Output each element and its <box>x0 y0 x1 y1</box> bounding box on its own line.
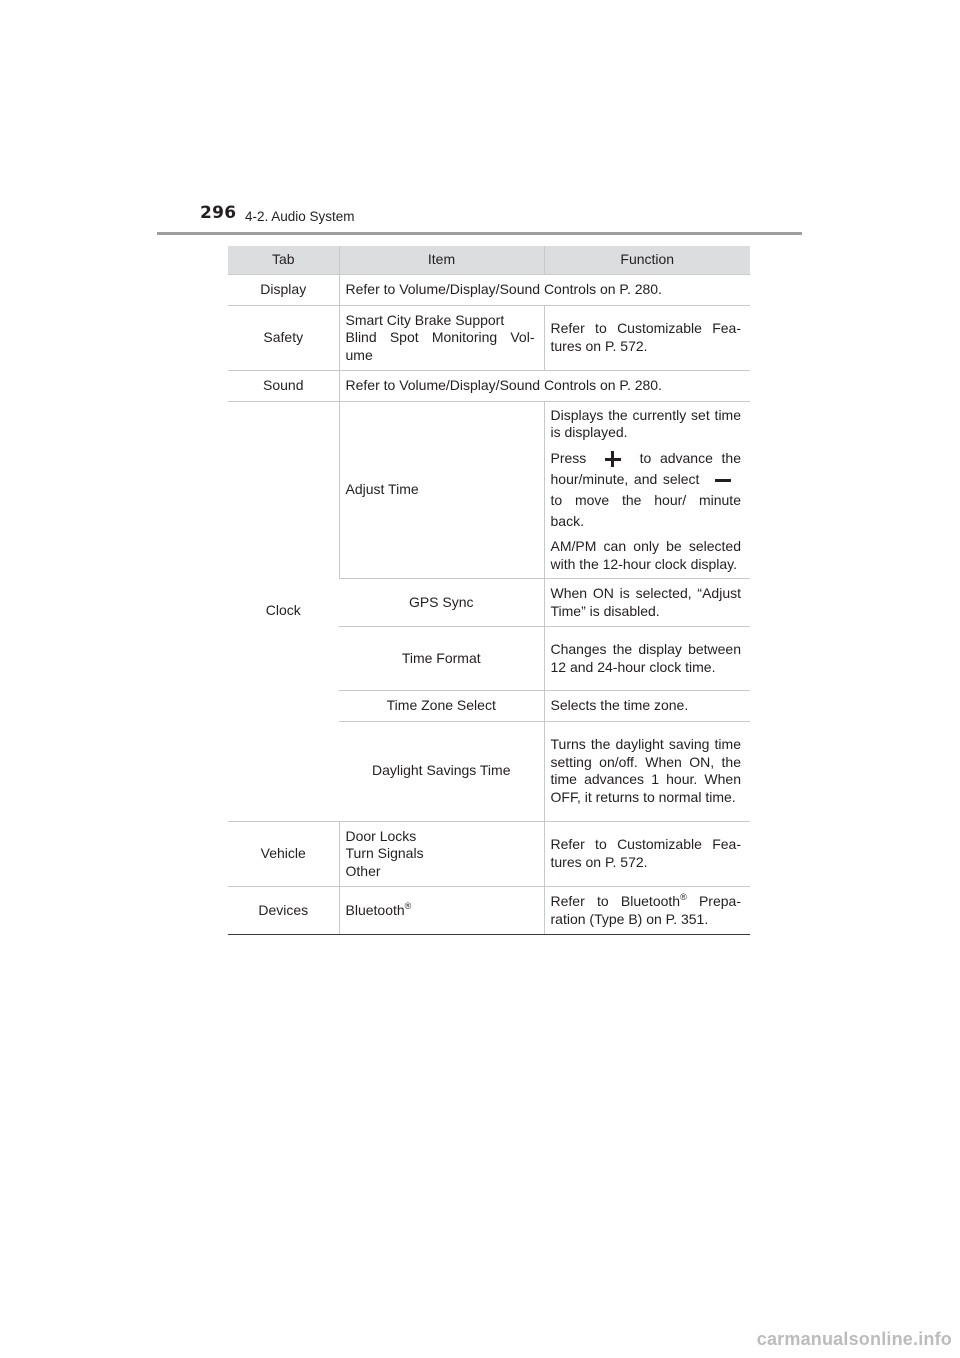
function-text: to move the hour/ minute back. <box>550 492 741 530</box>
item-cell: GPS Sync <box>339 579 544 627</box>
function-cell: Refer to Customizable Fea-tures on P. 572. <box>544 305 750 371</box>
sound-description: Refer to Volume/Display/Sound Controls on P. 280. <box>339 371 750 402</box>
item-line: Smart City Brake Support <box>345 311 505 328</box>
function-paragraph <box>551 448 742 533</box>
item-text: Bluetooth <box>345 901 405 918</box>
item-cell <box>339 305 544 371</box>
item-cell: Time Zone Select <box>339 691 544 722</box>
table-row-adjust-time <box>228 401 750 579</box>
header-rule <box>157 232 802 235</box>
item-cell <box>339 821 544 887</box>
table-header-row <box>228 246 750 275</box>
tab-cell: Devices <box>228 887 339 935</box>
watermark: carmanualsonline.info <box>756 1329 952 1349</box>
function-text: Refer to Bluetooth <box>550 893 681 910</box>
item-line: ume <box>345 346 373 363</box>
table-row-sound <box>228 371 750 402</box>
function-cell <box>544 401 750 579</box>
table-row-safety <box>228 305 750 371</box>
plus-icon <box>595 449 631 469</box>
function-cell: Turns the daylight saving time setting on/off. When ON, the time advances 1 hour. When OFF, it returns to normal time. <box>544 721 750 821</box>
column-header-item: Item <box>339 246 544 275</box>
tab-cell: Clock <box>228 401 339 821</box>
registered-mark: ® <box>680 892 687 903</box>
table-row-display <box>228 275 750 306</box>
table-row-devices <box>228 887 750 935</box>
settings-table <box>228 246 750 935</box>
item-cell <box>339 887 544 935</box>
function-cell: Changes the display between 12 and 24-hour clock time. <box>544 627 750 691</box>
function-cell: Selects the time zone. <box>544 691 750 722</box>
function-cell: When ON is selected, “Adjust Time” is disabled. <box>544 579 750 627</box>
function-cell <box>544 887 750 935</box>
function-paragraph: Displays the currently set time is displayed. <box>550 406 741 440</box>
function-text: Prepa-ration (Type B) on P. 351. <box>550 893 741 927</box>
item-cell: Time Format <box>339 627 544 691</box>
item-cell: Daylight Savings Time <box>339 721 544 821</box>
display-description: Refer to Volume/Display/Sound Controls on P. 280. <box>339 275 750 306</box>
column-header-function: Function <box>544 246 750 275</box>
tab-cell: Display <box>228 275 339 306</box>
registered-mark: ® <box>404 900 412 911</box>
item-line: Turn Signals <box>345 845 424 862</box>
page-number: 296 <box>200 203 237 223</box>
table-row-vehicle <box>228 821 750 887</box>
item-line: Other <box>345 862 381 879</box>
minus-icon <box>705 470 741 490</box>
function-cell: Refer to Customizable Fea-tures on P. 572. <box>544 821 750 887</box>
column-header-tab: Tab <box>228 246 339 275</box>
item-line: Blind Spot Monitoring Vol- <box>345 329 535 345</box>
function-text: Press <box>550 449 587 466</box>
tab-cell: Safety <box>228 305 339 371</box>
section-title: 4-2. Audio System <box>245 209 355 224</box>
tab-cell: Vehicle <box>228 821 339 887</box>
function-paragraph: AM/PM can only be selected with the 12-hour clock display. <box>550 538 741 572</box>
item-line: Door Locks <box>345 827 417 844</box>
function-text: to advance the hour/minute, and select <box>550 449 741 487</box>
item-cell: Adjust Time <box>339 401 544 579</box>
tab-cell: Sound <box>228 371 339 402</box>
